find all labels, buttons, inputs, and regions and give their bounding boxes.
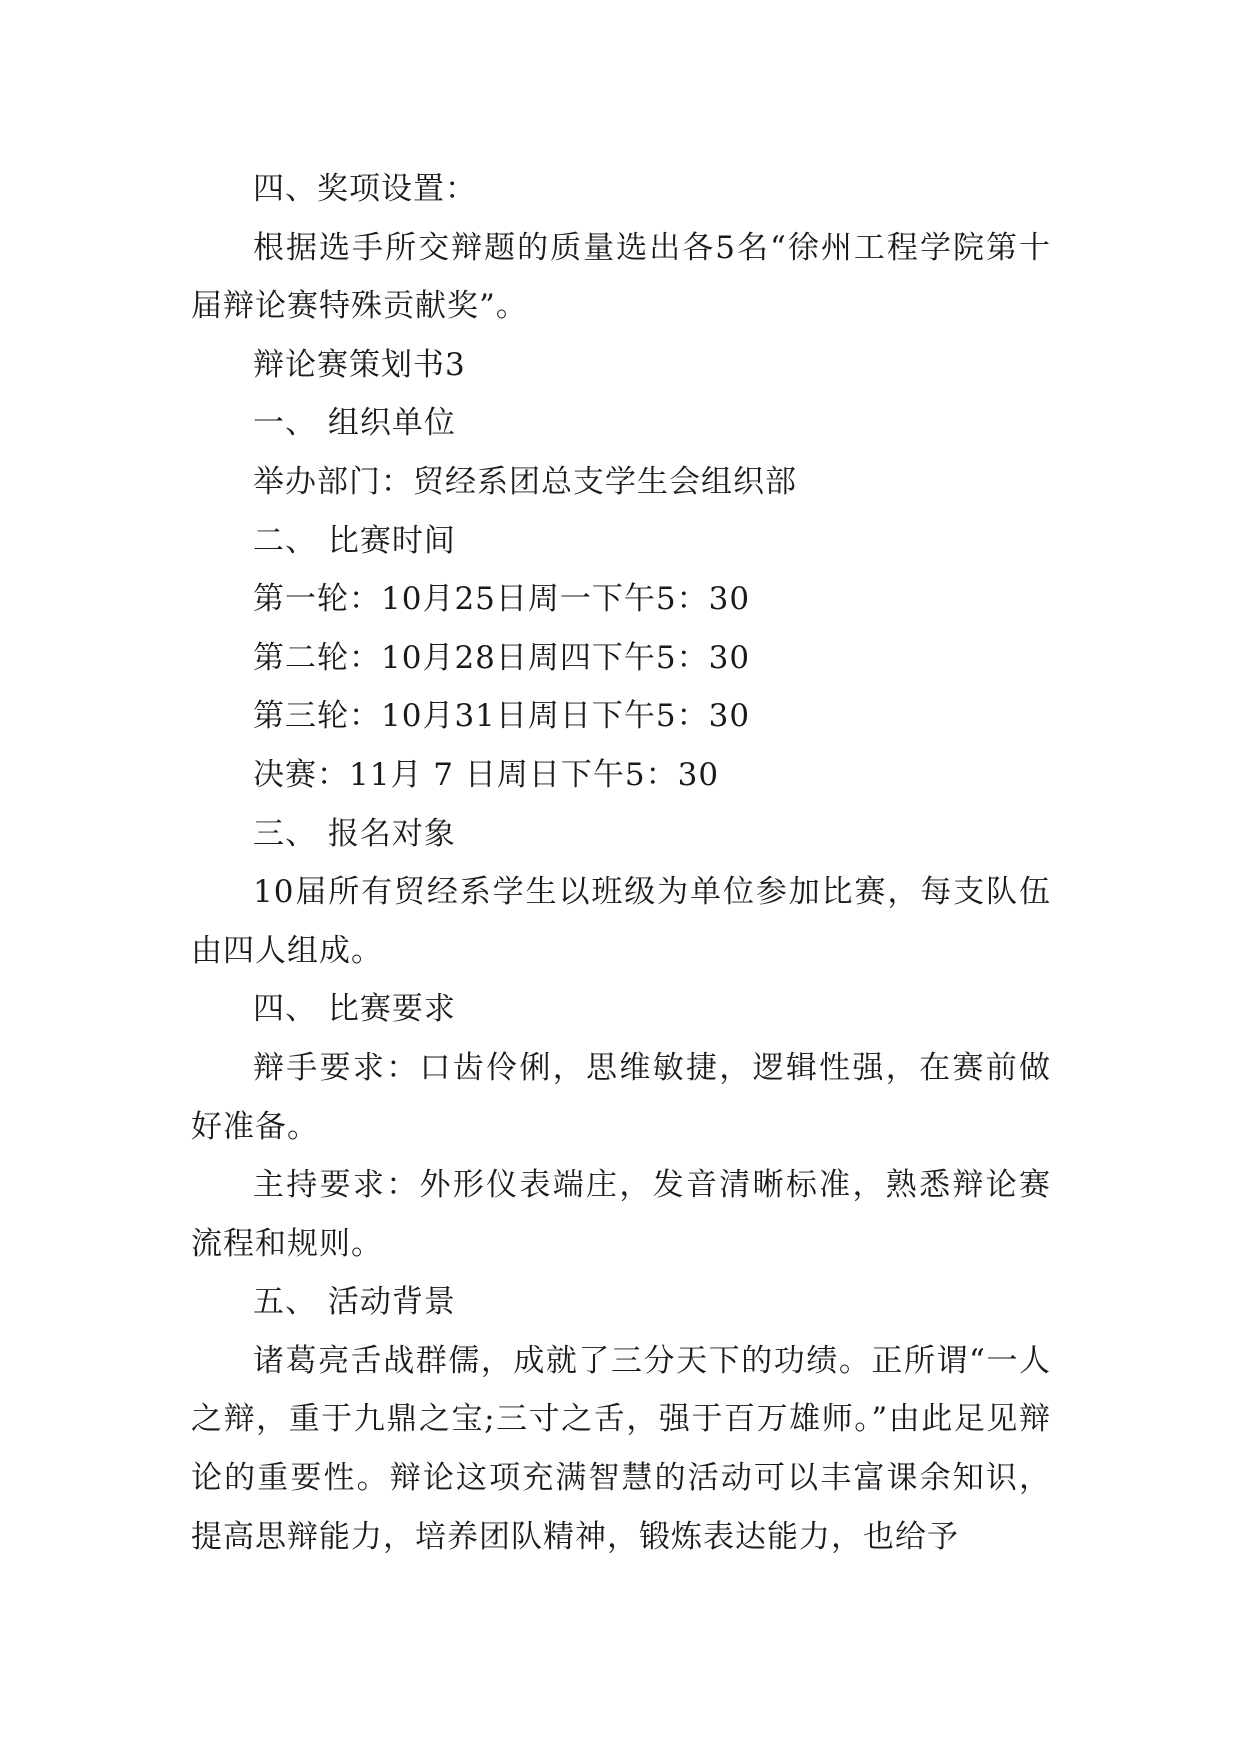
heading-requirements: 四、 比赛要求 xyxy=(253,991,456,1028)
schedule-round-1: 第一轮：10月25日周一下午5：30 xyxy=(253,581,751,618)
paragraph-host-requirements: 主持要求：外形仪表端庄，发音清晰标准，熟悉辩论赛流程和规则。 xyxy=(191,1167,1051,1262)
schedule-round-3: 第三轮：10月31日周日下午5：30 xyxy=(253,698,751,735)
paragraph-debater-requirements: 辩手要求：口齿伶俐，思维敏捷，逻辑性强，在赛前做好准备。 xyxy=(191,1049,1051,1145)
paragraph-background: 诸葛亮舌战群儒，成就了三分天下的功绩。正所谓“一人之辩，重于九鼎之宝;三寸之舌，强于百万雄师。”由此足见辩论的重要性。辩论这项充满智慧的活动可以丰富课余知识，提高思辩能力，培养团队精神，锻炼表达能力，也给予 xyxy=(191,1342,1051,1555)
document-body xyxy=(191,160,1051,1566)
heading-awards: 四、奖项设置： xyxy=(253,171,477,207)
paragraph-organizer: 举办部门：贸经系团总支学生会组织部 xyxy=(253,463,797,500)
paragraph-participants: 10届所有贸经系学生以班级为单位参加比赛，每支队伍由四人组成。 xyxy=(191,874,1051,969)
heading-organizer: 一、 组织单位 xyxy=(253,405,456,442)
paragraph-awards-detail: 根据选手所交辩题的质量选出各5名“徐州工程学院第十届辩论赛特殊贡献奖”。 xyxy=(191,229,1051,325)
heading-background: 五、 活动背景 xyxy=(253,1284,456,1321)
schedule-final: 决赛：11月 7 日周日下午5：30 xyxy=(253,756,720,793)
heading-participants: 三、 报名对象 xyxy=(253,815,456,852)
schedule-round-2: 第二轮：10月28日周四下午5：30 xyxy=(253,639,751,676)
document-title-plan-3: 辩论赛策划书3 xyxy=(253,346,466,383)
heading-schedule: 二、 比赛时间 xyxy=(253,522,456,559)
